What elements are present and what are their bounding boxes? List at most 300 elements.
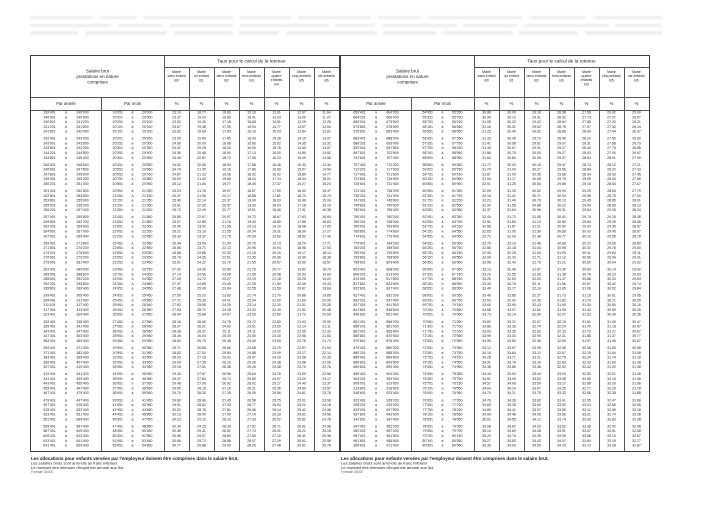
row-group: [341, 320, 649, 344]
range-value: à: [441, 225, 444, 229]
row-group: [341, 111, 649, 135]
rate-cell: 27.20: [607, 120, 616, 125]
range-value: à: [441, 111, 444, 115]
rate-cell: 16.96: [297, 199, 306, 203]
rate-cell: 16.83: [322, 220, 331, 224]
footer-notes-right: [341, 456, 643, 482]
range-value: à: [441, 172, 444, 177]
rate-cell: 35.27: [482, 439, 491, 443]
ghost-text-artifact: [30, 16, 662, 39]
rate-cell: 25.66: [222, 346, 231, 350]
rate-cell: 19.15: [222, 168, 231, 172]
rate-cell: 28.54: [607, 182, 616, 186]
range-value: 71'751: [422, 329, 433, 334]
range-value: à: [65, 334, 67, 339]
row-group: [31, 424, 339, 448]
salary-title-line: prestations en nature: [386, 73, 429, 79]
rate-cell: 28.27: [172, 325, 181, 329]
rate-cell: 30.40: [507, 130, 516, 134]
rate-cell: 32.75: [557, 356, 566, 360]
rate-cell: 30.53: [532, 182, 541, 186]
range-value: à: [375, 229, 377, 234]
range-value: 53'451: [112, 444, 123, 448]
range-value: 669'000: [386, 115, 399, 120]
range-value: 67'350: [452, 267, 463, 272]
rate-cell: 33.75: [532, 391, 541, 396]
range-value: 62'150: [452, 199, 463, 203]
salary-title-line: Salaire brut: [395, 68, 420, 74]
range-value: 59'751: [422, 172, 433, 177]
rate-cell: 29.42: [632, 267, 641, 272]
footer-note-rounding-salary: Les salaires bruts sont arrondis au franc inférieur: [341, 461, 428, 466]
range-value: 281'401: [43, 267, 56, 272]
tax-rate-table-left: [30, 55, 340, 453]
range-value: 755'400: [386, 208, 399, 213]
range-value: à: [65, 320, 67, 324]
range-value: 62'550: [452, 203, 463, 208]
range-value: 20'250: [142, 137, 153, 141]
rate-cell: 31.47: [557, 277, 566, 282]
range-value: 407'400: [76, 360, 89, 365]
range-value: 240'001: [43, 115, 56, 120]
range-value: 29'450: [142, 334, 153, 339]
table-row: [31, 313, 339, 318]
rate-cell: 23.02: [197, 225, 206, 229]
range-value: 359'401: [43, 346, 56, 350]
rate-cell: 33.85: [507, 365, 516, 370]
range-value: à: [375, 424, 377, 429]
range-value: à: [65, 391, 67, 396]
rate-cell: 21.23: [197, 172, 206, 177]
rate-cell: 21.95: [247, 272, 256, 277]
rate-cell: 22.32: [197, 203, 206, 208]
range-value: 76'151: [422, 386, 433, 391]
rates-group-title: Taux pour le calcul de la retenue: [527, 58, 596, 64]
range-value: 899'400: [386, 365, 399, 370]
salary-month-range: [411, 391, 474, 396]
table-row: [31, 208, 339, 213]
rate-cell: 24.62: [172, 163, 181, 167]
rate-cell: 22.00: [272, 298, 281, 303]
rate-cell: 30.67: [507, 146, 516, 151]
range-value: 20'301: [112, 146, 123, 151]
rate-cell: 22.76: [297, 339, 306, 343]
rate-cell: 26.21: [632, 120, 641, 125]
range-value: 55'751: [422, 120, 433, 125]
rate-cell: 33.74: [557, 417, 566, 422]
rate-cell: 33.47: [582, 429, 591, 434]
rate-column-header: [474, 67, 499, 97]
range-value: à: [131, 417, 134, 422]
range-value: à: [375, 287, 377, 291]
rate-cell: 25.49: [172, 199, 181, 203]
range-value: 75'750: [452, 377, 463, 381]
range-value: à: [131, 320, 134, 324]
table-row: [341, 234, 649, 239]
range-value: 56'551: [422, 130, 433, 134]
rate-cell: 27.45: [632, 172, 641, 177]
rate-cell: 30.12: [507, 115, 516, 120]
table-row: [341, 339, 649, 344]
rate-cell: 31.09: [607, 320, 616, 324]
rate-cell: 32.42: [582, 365, 591, 370]
rate-cell: 22.74: [247, 294, 256, 298]
rate-cell: 32.44: [482, 215, 491, 220]
rate-column-header: [624, 67, 649, 97]
rate-cell: 23.67: [172, 125, 181, 129]
table-frame: [340, 55, 650, 452]
range-value: à: [375, 351, 377, 355]
rate-cell: 29.27: [557, 151, 566, 155]
range-value: 74'550: [452, 360, 463, 365]
rate-cell: 22.96: [322, 372, 331, 377]
rate-cell: 14.10: [297, 137, 306, 141]
range-value: 80'950: [452, 444, 463, 448]
rate-cell: 31.64: [607, 351, 616, 355]
range-value: à: [131, 267, 134, 272]
range-value: à: [131, 444, 134, 448]
range-value: à: [441, 156, 444, 160]
range-value: 253'801: [43, 199, 56, 203]
rate-cell: 26.68: [172, 251, 181, 255]
salary-month-range: [411, 234, 474, 239]
range-value: 899'401: [353, 372, 366, 377]
rate-cell: 33.82: [557, 424, 566, 429]
rate-cell: 27.14: [172, 272, 181, 277]
rate-cell: 29.91: [172, 403, 181, 408]
rate-cell: 31.54: [532, 246, 541, 251]
rate-cell: 34.35: [532, 434, 541, 439]
rate-cell: 32.15: [582, 351, 591, 355]
rate-cell: 34.50: [532, 444, 541, 448]
range-value: 904'200: [386, 372, 399, 377]
range-value: 726'600: [386, 177, 399, 182]
range-value: 707'401: [353, 163, 366, 167]
rate-cell: 20.57: [222, 203, 231, 208]
range-value: 20'750: [142, 172, 153, 177]
rate-cell: 33.73: [482, 313, 491, 317]
rate-cell: 28.84: [582, 168, 591, 172]
rate-cell: 33.58: [557, 408, 566, 412]
salary-year-range: [31, 182, 101, 187]
range-value: 71'750: [452, 325, 463, 329]
rate-cell: 31.61: [582, 320, 591, 324]
range-value: 889'800: [386, 356, 399, 360]
rate-cell: 26.56: [172, 246, 181, 251]
range-value: 267'000: [76, 229, 89, 234]
rate-cell: 17.14: [272, 177, 281, 182]
rate-cell: 25.84: [222, 351, 231, 355]
rate-cell: 31.82: [557, 298, 566, 303]
rate-cell: 25.22: [197, 294, 206, 298]
rate-cell: 14.85: [297, 151, 306, 155]
rate-cell: 28.33: [607, 172, 616, 177]
range-value: à: [441, 272, 444, 277]
rate-cell: 33.78: [507, 360, 516, 365]
rate-cell: 32.79: [482, 241, 491, 246]
rate-cell: 25.55: [197, 303, 206, 308]
rate-column-label-line: sans enfant: [167, 74, 186, 78]
range-value: 42'951: [112, 408, 123, 412]
rate-cell: 26.21: [297, 429, 306, 434]
range-value: à: [65, 325, 67, 329]
rate-cell: 30.88: [482, 111, 491, 115]
range-value: à: [441, 141, 444, 146]
rate-cell: 17.35: [247, 156, 256, 160]
rate-cell: 32.10: [507, 241, 516, 246]
rate-cell: 32.70: [507, 282, 516, 286]
rate-cell: 32.65: [607, 408, 616, 412]
range-value: 67'351: [422, 272, 433, 277]
range-value: 62'950: [452, 208, 463, 213]
rate-cell: 33.60: [482, 303, 491, 308]
range-value: 243'600: [76, 141, 89, 146]
rate-cell: 20.09: [197, 141, 206, 146]
rate-cell: 26.56: [222, 372, 231, 377]
range-value: 51'951: [112, 439, 123, 443]
rate-cell: 30.52: [607, 287, 616, 291]
range-value: à: [441, 294, 444, 298]
range-value: 29'451: [112, 339, 123, 343]
range-value: à: [131, 256, 134, 260]
range-value: 67'751: [422, 277, 433, 282]
rate-cell: 29.75: [607, 246, 616, 251]
rate-cell: 30.22: [507, 120, 516, 125]
rate-cell: 29.25: [582, 189, 591, 193]
rate-cell: 19.89: [197, 137, 206, 141]
range-value: 25'950: [142, 298, 153, 303]
range-value: à: [375, 194, 377, 198]
range-value: 20'951: [112, 189, 123, 193]
range-value: 68'550: [452, 282, 463, 286]
rate-cell: 26.20: [222, 360, 231, 365]
rate-cell: 31.33: [507, 189, 516, 193]
rate-cell: 33.90: [532, 403, 541, 408]
rate-cell: 31.21: [532, 225, 541, 229]
range-value: 966'600: [386, 439, 399, 443]
rate-cell: 32.92: [607, 424, 616, 429]
range-value: 77'751: [422, 408, 433, 412]
rate-cell: 14.51: [272, 120, 281, 125]
salary-year-range: [341, 130, 411, 135]
rate-cell: 27.29: [272, 439, 281, 443]
grid-line-vertical: [314, 67, 315, 451]
rate-cell: 34.25: [482, 356, 491, 360]
rate-cell: 24.98: [322, 424, 331, 429]
rate-cell: 30.77: [557, 234, 566, 239]
rate-cell: 26.14: [272, 408, 281, 412]
rate-cell: 27.56: [632, 177, 641, 182]
range-value: 252'600: [76, 189, 89, 193]
rate-cell: 31.88: [632, 391, 641, 396]
rate-cell: 20.17: [222, 194, 231, 198]
range-value: 851'400: [386, 313, 399, 317]
rate-cell: 33.06: [482, 260, 491, 265]
rate-cell: 27.21: [632, 163, 641, 167]
salary-month-range: [411, 260, 474, 265]
range-value: 769'800: [386, 225, 399, 229]
rate-column-header: [189, 67, 214, 97]
rate-cell: 31.34: [582, 303, 591, 308]
range-value: 22'650: [142, 241, 153, 246]
range-value: 252'601: [43, 194, 56, 198]
rate-cell: 13.91: [272, 111, 281, 115]
salary-month-range: [101, 260, 164, 265]
rate-cell: 15.80: [297, 172, 306, 177]
rate-column-label-line: six enfants: [318, 74, 335, 78]
range-value: 58'151: [422, 151, 433, 155]
rate-cell: 21.59: [272, 287, 281, 291]
range-value: à: [375, 298, 377, 303]
rate-cell: 32.90: [532, 334, 541, 339]
range-value: à: [131, 189, 134, 193]
rate-cell: 32.74: [607, 413, 616, 417]
rate-cell: 34.55: [507, 417, 516, 422]
range-value: à: [441, 339, 444, 343]
rate-cell: 32.83: [557, 360, 566, 365]
range-value: 55'350: [452, 111, 463, 115]
rate-cell: 17.39: [222, 125, 231, 129]
range-value: 569'401: [43, 424, 56, 429]
rate-cell: 25.94: [272, 403, 281, 408]
rate-cell: 34.95: [482, 413, 491, 417]
rate-cell: 18.57: [322, 260, 331, 265]
rate-cell: 23.83: [222, 294, 231, 298]
rate-cell: 32.72: [482, 234, 491, 239]
rate-cell: 13.57: [297, 125, 306, 129]
rate-cell: 17.15: [222, 120, 231, 125]
range-value: 24'651: [112, 287, 123, 291]
range-value: 22'850: [142, 246, 153, 251]
range-value: à: [65, 267, 67, 272]
range-value: à: [65, 356, 67, 360]
range-value: 329'401: [43, 320, 56, 324]
rate-cell: 25.38: [322, 434, 331, 439]
rate-cell: 27.99: [222, 413, 231, 417]
range-value: 262'201: [43, 225, 56, 229]
range-value: 70'551: [422, 313, 433, 317]
rate-cell: 32.98: [532, 339, 541, 343]
rate-cell: 26.41: [297, 434, 306, 439]
rate-cell: 29.62: [532, 130, 541, 134]
rate-cell: 25.58: [322, 439, 331, 443]
range-value: 57'351: [422, 141, 433, 146]
rate-cell: 33.43: [507, 334, 516, 339]
rate-column-label-line: Marié: [322, 70, 331, 74]
rate-cell: 25.48: [222, 339, 231, 343]
range-value: 21'151: [112, 199, 123, 203]
rate-cell: 22.67: [197, 215, 206, 220]
rate-cell: 24.56: [197, 272, 206, 277]
salary-month-range: [101, 156, 164, 161]
range-value: 64'550: [452, 229, 463, 234]
rate-cell: 31.92: [607, 365, 616, 370]
rate-cell: 30.31: [557, 208, 566, 213]
rate-cell: 17.05: [322, 225, 331, 229]
range-value: à: [375, 439, 377, 443]
rate-column-code: B5: [609, 79, 614, 83]
range-value: 37'950: [142, 382, 153, 386]
rate-cell: 34.14: [507, 386, 516, 391]
rate-cell: 24.72: [197, 277, 206, 282]
footer-note-allocations: Les allocations pour enfants versées par l'employeur doivent être comprises dans le salaire brut.: [341, 456, 549, 461]
range-value: 371'400: [76, 346, 89, 350]
rate-cell: 28.75: [607, 194, 616, 198]
range-value: 31'951: [112, 356, 123, 360]
range-value: 20'551: [112, 168, 123, 172]
rate-cell: 24.36: [172, 151, 181, 155]
range-value: 21'051: [112, 194, 123, 198]
salary-month-range: [101, 130, 164, 135]
range-value: 851'401: [353, 320, 366, 324]
rate-cell: 24.75: [222, 320, 231, 324]
rate-cell: 27.28: [222, 391, 231, 396]
range-value: 60'551: [422, 182, 433, 186]
range-value: 65'351: [422, 246, 433, 251]
rate-cell: 32.11: [532, 282, 541, 286]
rate-cell: 27.52: [247, 424, 256, 429]
range-value: 63'751: [422, 225, 433, 229]
rate-column-label-line: trois enfants: [551, 74, 572, 78]
range-value: 47'450: [142, 417, 153, 422]
range-value: 256'200: [76, 203, 89, 208]
rate-cell: 29.37: [557, 156, 566, 160]
table-row: [31, 130, 339, 135]
rate-cell: 32.51: [532, 308, 541, 312]
range-value: 73'750: [452, 351, 463, 355]
range-value: 736'200: [386, 189, 399, 193]
rate-cell: 24.58: [272, 365, 281, 370]
range-value: à: [375, 146, 377, 151]
rate-cell: 30.36: [532, 172, 541, 177]
range-value: 28'950: [142, 329, 153, 334]
rate-cell: 22.89: [222, 267, 231, 272]
range-value: à: [375, 382, 377, 386]
rate-cell: 19.97: [222, 189, 231, 193]
rate-cell: 32.55: [507, 272, 516, 277]
rate-cell: 23.40: [272, 334, 281, 339]
range-value: 35'950: [142, 372, 153, 377]
table-row: [341, 182, 649, 187]
rate-cell: 24.40: [297, 382, 306, 386]
rate-cell: 25.88: [197, 313, 206, 317]
range-value: 779'401: [353, 241, 366, 246]
rate-cell: 21.11: [322, 325, 331, 329]
rate-cell: 29.42: [532, 120, 541, 125]
grid-line-vertical: [289, 67, 290, 451]
rate-cell: 15.10: [247, 111, 256, 115]
rate-cell: 30.36: [632, 313, 641, 317]
range-value: 295'801: [43, 287, 56, 291]
range-value: 71'350: [452, 320, 463, 324]
range-value: 443'400: [76, 377, 89, 381]
rate-cell: 33.12: [582, 408, 591, 412]
range-value: à: [65, 141, 67, 146]
range-value: 75'350: [452, 372, 463, 377]
range-value: à: [65, 177, 67, 182]
rate-cell: 23.79: [272, 346, 281, 350]
range-value: 20'150: [142, 125, 153, 129]
grid-line-vertical: [101, 97, 102, 451]
range-value: 605'401: [43, 434, 56, 439]
rate-cell: 19.52: [272, 234, 281, 239]
per-year-label: Par année: [366, 101, 386, 106]
range-value: à: [375, 360, 377, 365]
range-value: à: [441, 189, 444, 193]
rate-cell: 32.33: [582, 360, 591, 365]
range-value: à: [131, 365, 134, 370]
range-value: à: [131, 360, 134, 365]
